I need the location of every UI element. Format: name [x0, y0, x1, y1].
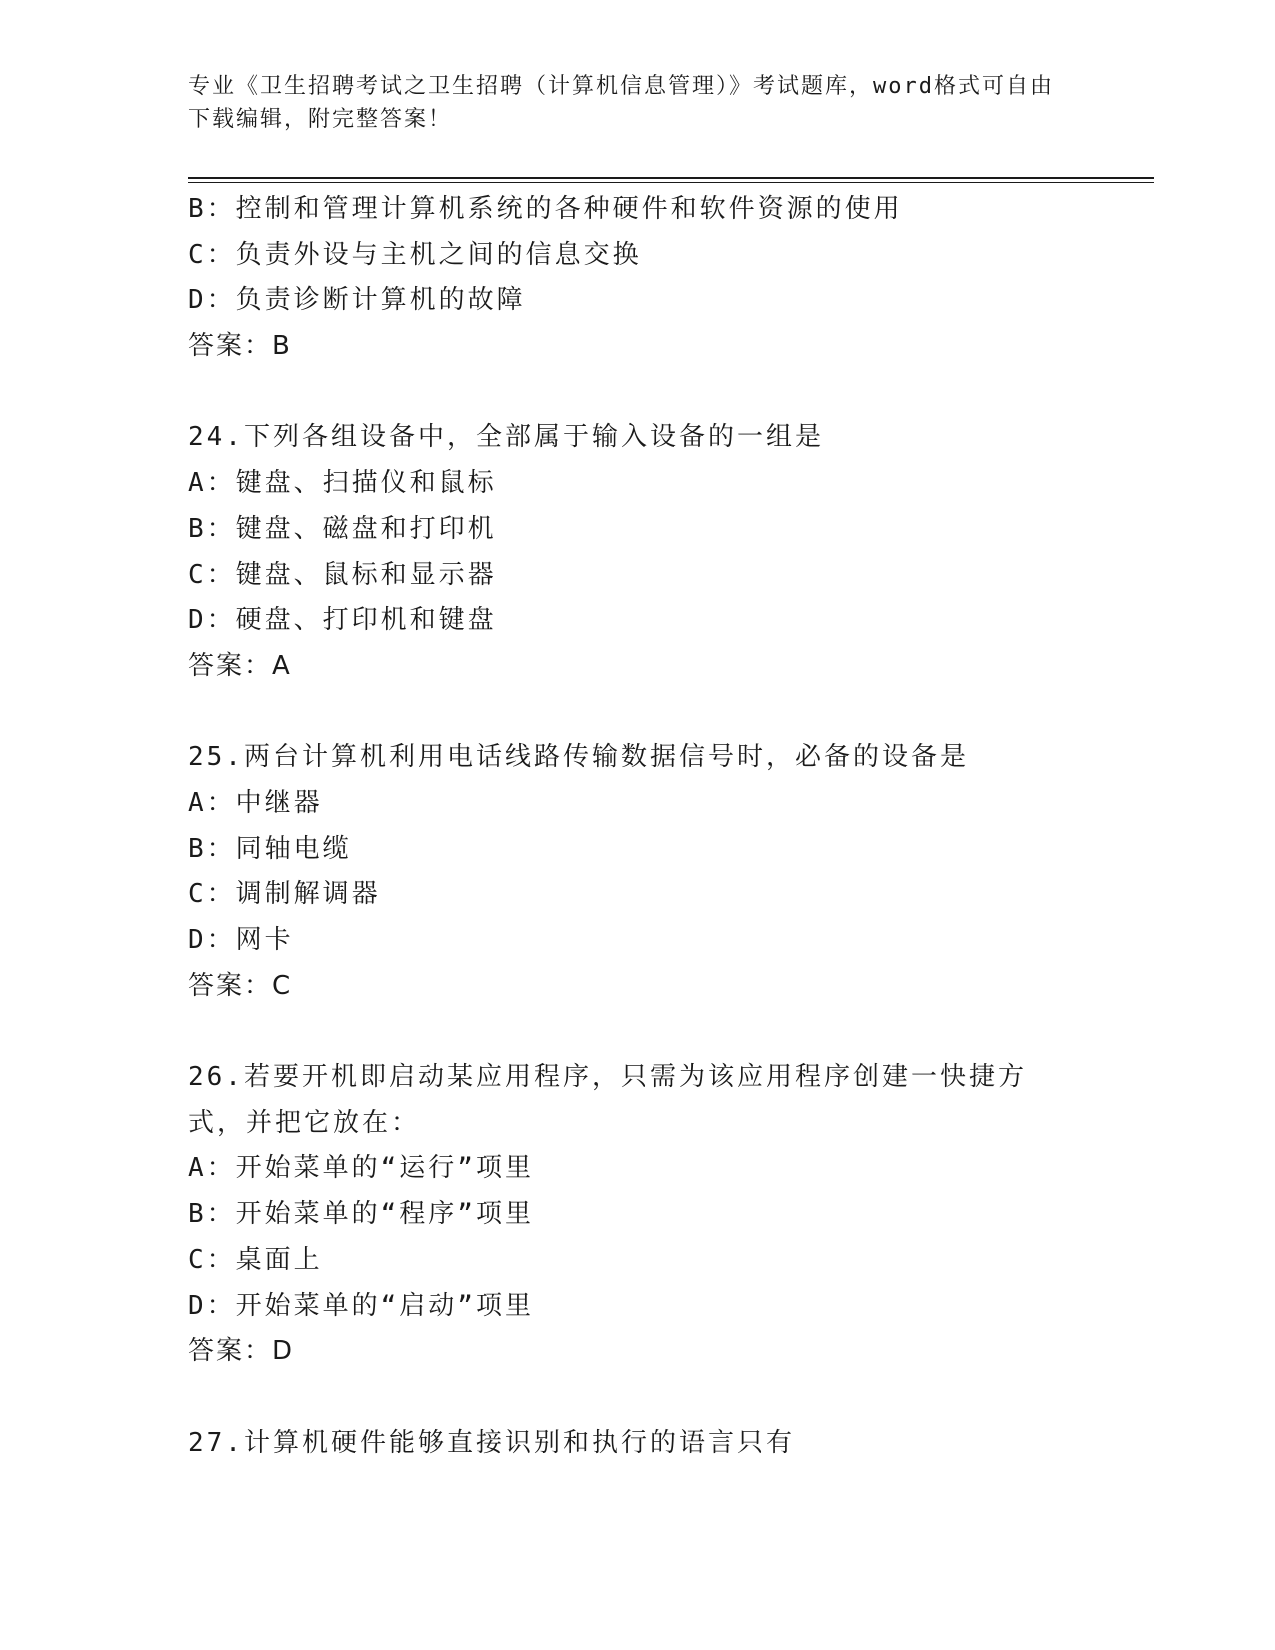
question-list — [188, 187, 1154, 1466]
option-c: C：键盘、鼠标和显示器 — [188, 559, 497, 590]
spacer — [188, 370, 1154, 416]
answer-label: 答案：A — [188, 650, 292, 681]
answer-label: 答案：B — [188, 331, 292, 362]
option-a: A：中继器 — [188, 787, 323, 818]
option-b: B：键盘、磁盘和打印机 — [188, 513, 497, 544]
spacer — [188, 1375, 1154, 1421]
question-27 — [188, 1421, 1154, 1467]
option-a: A：键盘、扫描仪和鼠标 — [188, 468, 497, 499]
option-c: C：负责外设与主机之间的信息交换 — [188, 239, 642, 270]
document-header: 专业《卫生招聘考试之卫生招聘（计算机信息管理）》考试题库，word格式可自由下载编辑，附完整答案！ — [188, 74, 1054, 132]
question-stem: 27.计算机硬件能够直接识别和执行的语言只有 — [188, 1427, 795, 1458]
option-d: D：网卡 — [188, 925, 294, 955]
option-c: C：调制解调器 — [188, 879, 381, 910]
header-divider-thin — [188, 182, 1154, 183]
question-stem: 26.若要开机即启动某应用程序，只需为该应用程序创建一快捷方式，并把它放在： — [188, 1062, 1027, 1138]
option-c: C：桌面上 — [188, 1244, 323, 1275]
question-stem: 25.两台计算机利用电话线路传输数据信号时，必备的设备是 — [188, 742, 969, 773]
option-d: D：负责诊断计算机的故障 — [188, 285, 526, 316]
question-26 — [188, 1055, 1154, 1375]
option-b: B：同轴电缆 — [188, 833, 352, 864]
option-b: B：开始菜单的“程序”项里 — [188, 1199, 534, 1230]
option-a: A：开始菜单的“运行”项里 — [188, 1153, 534, 1184]
answer-label: 答案：C — [188, 970, 293, 1001]
option-d: D：硬盘、打印机和键盘 — [188, 605, 497, 636]
question-24 — [188, 415, 1154, 689]
question-25 — [188, 735, 1154, 1009]
header-divider-thick — [188, 177, 1154, 179]
answer-label: 答案：D — [188, 1336, 295, 1367]
option-b: B：控制和管理计算机系统的各种硬件和软件资源的使用 — [188, 194, 903, 224]
option-d: D：开始菜单的“启动”项里 — [188, 1290, 534, 1321]
question-23-continued — [188, 187, 1154, 370]
spacer — [188, 1009, 1154, 1055]
question-stem: 24.下列各组设备中，全部属于输入设备的一组是 — [188, 422, 824, 453]
spacer — [188, 690, 1154, 736]
